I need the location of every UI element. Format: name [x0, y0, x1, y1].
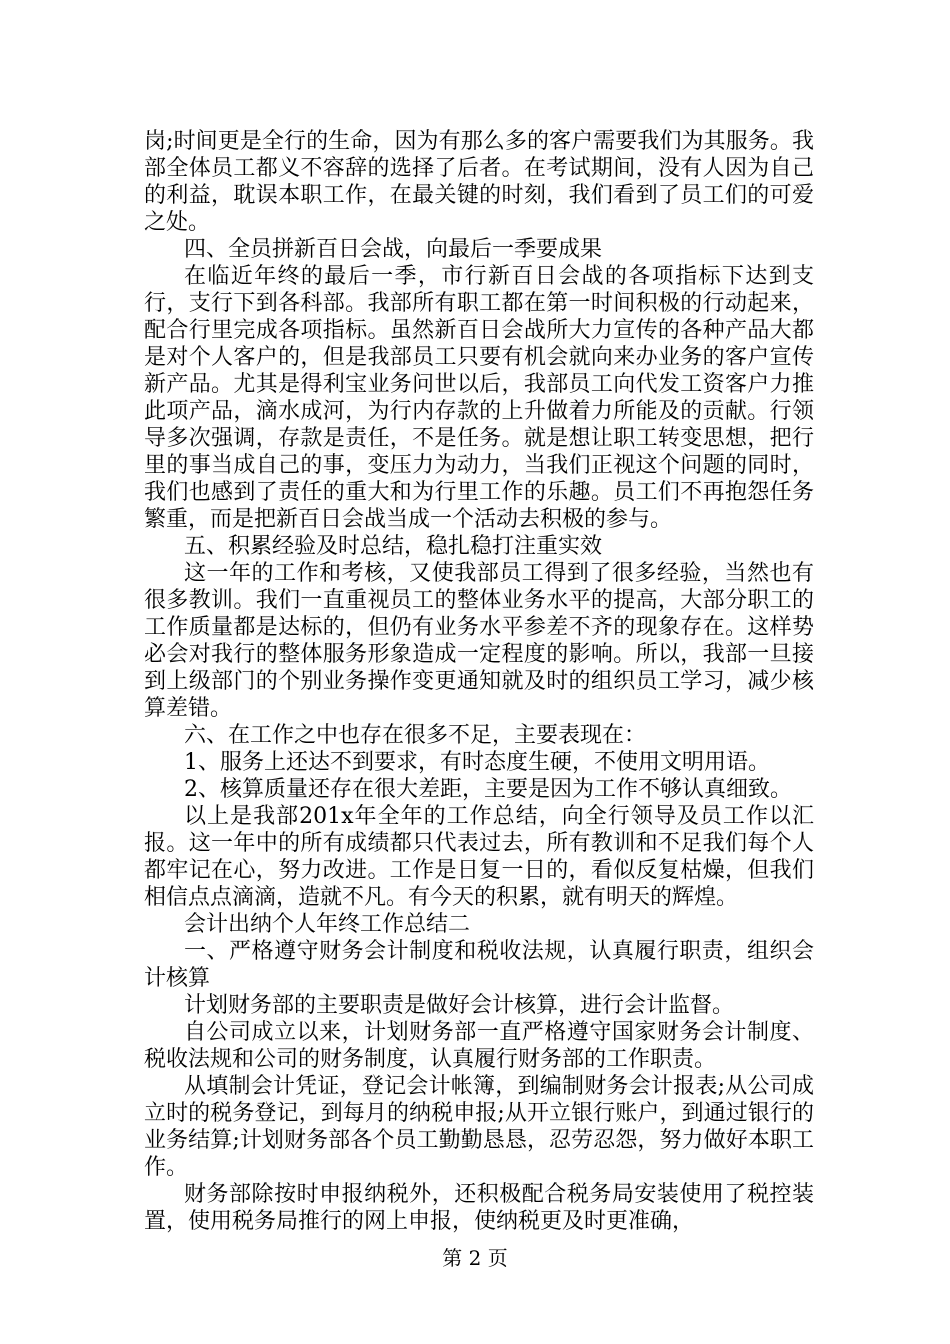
- list-item: 1、服务上还达不到要求，有时态度生硬，不使用文明用语。: [184, 750, 770, 775]
- paragraph: 自公司成立以来，计划财务部一直严格遵守国家财务会计制度、税收法规和公司的财务制度，认真履行财务部的工作职责。: [144, 1020, 814, 1072]
- paragraph: 以上是我部201x年全年的工作总结，向全行领导及员工作以汇报。这一年中的所有成绩都只代表过去，所有教训和不足我们每个人都牢记在心，努力改进。工作是日复一日的，看似反复枯燥，但我们相信点点滴滴，造就不凡。有今天的积累，就有明天的辉煌。: [144, 804, 814, 910]
- paragraph: 从填制会计凭证，登记会计帐簿，到编制财务会计报表;从公司成立时的税务登记，到每月的纳税申报;从开立银行账户，到通过银行的业务结算;计划财务部各个员工勤勤恳恳，忍劳忍怨，努力做好本职工作。: [144, 1074, 814, 1180]
- section-heading-1: 一、严格遵守财务会计制度和税收法规，认真履行职责，组织会计核算: [144, 939, 814, 991]
- section-heading-6: 六、在工作之中也存在很多不足，主要表现在：: [184, 723, 647, 748]
- page-number: 第 2 页: [442, 1246, 508, 1270]
- paragraph: 在临近年终的最后一季，市行新百日会战的各项指标下达到支行，支行下到各科部。我部所有职工都在第一时间积极的行动起来，配合行里完成各项指标。虽然新百日会战所大力宣传的各种产品大都是对个人客户的，但是我部员工只要有机会就向来办业务的客户宣传新产品。尤其是得利宝业务问世以后，我部员工向代发工资客户力推此项产品，滴水成河，为行内存款的上升做着力所能及的贡献。行领导多次强调，存款是责任，不是任务。就是想让职工转变思想，把行里的事当成自己的事，变压力为动力，当我们正视这个问题的同时，我们也感到了责任的重大和为行里工作的乐趣。员工们不再抱怨任务繁重，而是把新百日会战当成一个活动去积极的参与。: [144, 264, 814, 532]
- paragraph: 计划财务部的主要职责是做好会计核算，进行会计监督。: [184, 993, 735, 1018]
- document-body: [144, 128, 814, 1235]
- section-heading-5: 五、积累经验及时总结，稳扎稳打注重实效: [184, 534, 603, 559]
- paragraph: 岗;时间更是全行的生命，因为有那么多的客户需要我们为其服务。我部全体员工都义不容辞的选择了后者。在考试期间，没有人因为自己的利益，耽误本职工作，在最关键的时刻，我们看到了员工们的可爱之处。: [144, 129, 814, 235]
- paragraph: 财务部除按时申报纳税外，还积极配合税务局安装使用了税控装置，使用税务局推行的网上申报，使纳税更及时更准确，: [144, 1182, 814, 1234]
- document-subtitle: 会计出纳个人年终工作总结二: [184, 912, 471, 937]
- list-item: 2、核算质量还存在很大差距，主要是因为工作不够认真细致。: [184, 777, 792, 802]
- paragraph: 这一年的工作和考核，又使我部员工得到了很多经验，当然也有很多教训。我们一直重视员工的整体业务水平的提高，大部分职工的工作质量都是达标的，但仍有业务水平参差不齐的现象存在。这样势必会对我行的整体服务形象造成一定程度的影响。所以，我部一旦接到上级部门的个别业务操作变更通知就及时的组织员工学习，减少核算差错。: [144, 561, 814, 721]
- section-heading-4: 四、全员拼新百日会战，向最后一季要成果: [184, 237, 603, 262]
